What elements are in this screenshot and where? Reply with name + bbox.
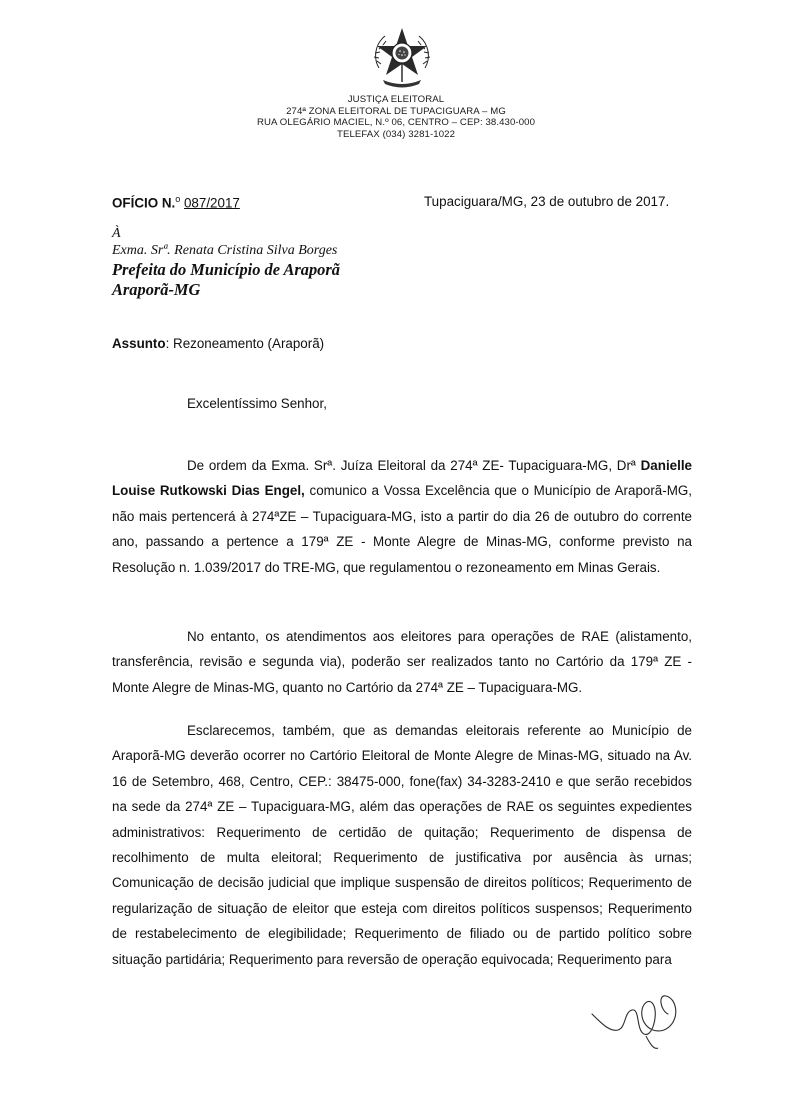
oficio-ordinal: o (175, 194, 181, 204)
p1-intro: De ordem da Exma. Srª. Juíza Eleitoral da 274ª ZE- Tupaciguara-MG, Drª (187, 458, 641, 473)
subject-line (112, 336, 324, 351)
letterhead-line-4: TELEFAX (034) 3281-1022 (336, 128, 456, 140)
handwritten-signature-icon (588, 990, 700, 1052)
brazil-coat-of-arms-icon (369, 24, 435, 90)
oficio-number (112, 194, 240, 210)
subject-label: Assunto (112, 336, 166, 351)
recipient-city: Araporã-MG (112, 280, 201, 299)
letterhead (0, 94, 792, 140)
recipient-block (112, 226, 340, 300)
recipient-name: Exma. Srª. Renata Cristina Silva Borges (112, 243, 338, 258)
body-paragraph-3: Esclarecemos, também, que as demandas eleitorais referente ao Município de Araporã-MG deverão ocorrer no Cartório Eleitoral de Monte Alegre de Minas-MG, situado na Av. 16 de Setembro, 468, Centro, CEP.: 38475-000, fone(fax) 34-3283-2410 e que serão recebidos na sede da 274ª ZE – Tupaciguara-MG, além das operações de RAE os seguintes expedientes administrativos: Requerimento de certidão de quitação; Requerimento de dispensa de recolhimento de multa eleitoral; Requerimento de justificativa por ausência às urnas; Comunicação de decisão judicial que implique suspensão de direitos políticos; Requerimento de regularização de situação de eleitor que esteja com direitos políticos suspensos; Requerimento de restabelecimento de elegibilidade; Requerimento de filiado ou de partido político sobre situação partidária; Requerimento para reversão de operação equivocada; Requerimento para (112, 723, 692, 967)
oficio-number-value: 087/2017 (183, 195, 240, 211)
body-paragraph-2: No entanto, os atendimentos aos eleitores para operações de RAE (alistamento, transferência, revisão e segunda via), poderão ser realizados tanto no Cartório da 179ª ZE - Monte Alegre de Minas-MG, quanto no Cartório da 274ª ZE – Tupaciguara-MG. (112, 629, 692, 695)
recipient-title: Prefeita do Município de Araporã (112, 260, 340, 279)
letterhead-line-2: 274ª ZONA ELEITORAL DE TUPACIGUARA – MG (286, 105, 506, 117)
oficio-label: OFÍCIO N. (112, 195, 176, 211)
salutation: Excelentíssimo Senhor, (187, 396, 327, 411)
letterhead-line-1: JUSTIÇA ELEITORAL (347, 94, 445, 105)
body-paragraph-1 (112, 453, 692, 580)
subject-text: : Rezoneamento (Araporã) (165, 336, 325, 351)
judge-name: Danielle Louise Rutkowski Dias Engel, (112, 458, 692, 499)
p1-rest: comunico a Vossa Excelência que o Município de Araporã-MG, não mais pertencerá à 274ªZE – Tupaciguara-MG, isto a partir do dia 26 de outubro do corrente ano, passando a pertence a 179ª ZE - Monte Alegre de Minas-MG, conforme previsto na Resolução n. 1.039/2017 do TRE-MG, que regulamentou o rezoneamento em Minas Gerais. (112, 483, 692, 575)
date-line: Tupaciguara/MG, 23 de outubro de 2017. (424, 194, 670, 209)
recipient-to: À (112, 226, 121, 241)
letterhead-line-3: RUA OLEGÁRIO MACIEL, N.º 06, CENTRO – CEP: 38.430-000 (256, 117, 536, 129)
